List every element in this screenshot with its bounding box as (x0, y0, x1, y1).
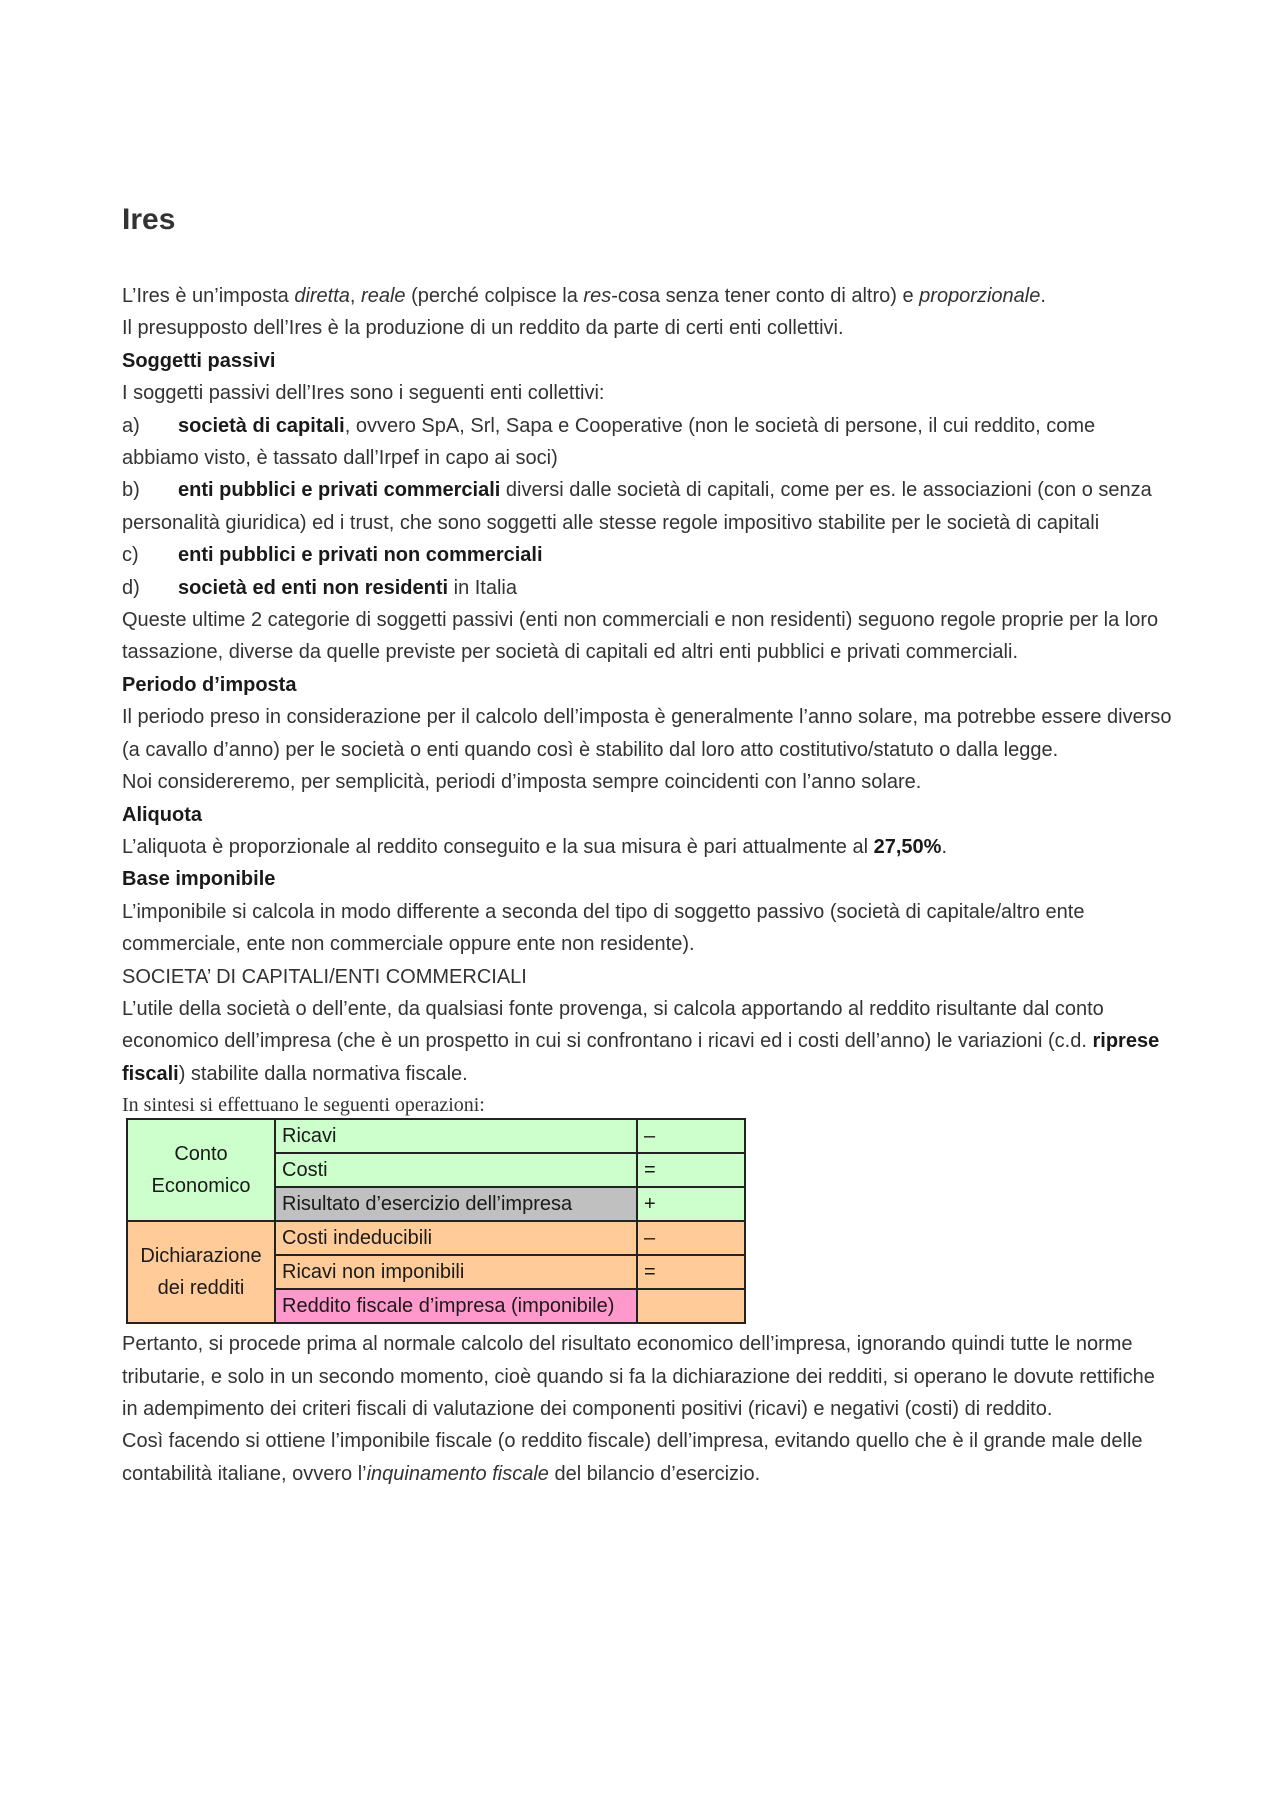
intro-line-2: Il presupposto dell’Ires è la produzione di un reddito da parte di certi enti collettivi. (122, 317, 844, 340)
emphasis: diretta (294, 285, 350, 307)
text: . (1040, 285, 1046, 307)
text: -cosa senza tener conto di altro) e (611, 285, 920, 307)
intro-line-1 (122, 280, 1172, 312)
table-row (127, 1221, 745, 1255)
list-marker: d) (122, 576, 140, 599)
text: ) stabilite dalla normativa fiscale. (178, 1062, 468, 1085)
emphasis: reale (361, 285, 406, 307)
text: . (941, 835, 947, 858)
emphasis: res (583, 285, 612, 307)
list-marker: a) (122, 414, 140, 437)
row-symbol: = (637, 1255, 745, 1289)
row-label: Ricavi non imponibili (275, 1255, 637, 1289)
list-item (122, 410, 1172, 475)
text: L’aliquota è proporzionale al reddito conseguito e la sua misura è pari attualmente al (122, 835, 874, 858)
closing-paragraph-2 (122, 1425, 1172, 1490)
item-term: società di capitali (178, 414, 345, 437)
text: (perché colpisce la (405, 285, 584, 307)
row-symbol: + (637, 1187, 745, 1221)
list-marker: b) (122, 479, 140, 502)
document-body (122, 200, 1172, 1490)
row-symbol: – (637, 1119, 745, 1153)
item-term: enti pubblici e privati non commerciali (178, 544, 543, 567)
closing-paragraph-1: Pertanto, si procede prima al normale calcolo del risultato economico dell’impresa, ignorando quindi tutte le norme tributarie, e solo in un secondo momento, cioè quando si fa la dichiarazione dei redditi, si operano le dovute rettifiche in adempimento dei criteri fiscali di valutazione dei componenti positivi (ricavi) e negativi (costi) di reddito. (122, 1333, 1155, 1420)
group-cell-conto-economico: Conto Economico (127, 1119, 275, 1221)
synthesis-table (126, 1118, 746, 1324)
item-text: , ovvero SpA, Srl, Sapa e Cooperative (non le società di persone, il cui reddito, come abbiamo visto, è tassato dall’Irpef in capo ai soci) (122, 414, 1096, 470)
section-heading-soggetti: Soggetti passivi (122, 349, 276, 372)
aliquota-paragraph (122, 831, 1172, 863)
list-item (122, 474, 1172, 539)
synthesis-caption: In sintesi si effettuano le seguenti operazioni: (122, 1094, 485, 1117)
text: del bilancio d’esercizio. (548, 1462, 761, 1485)
list-item (122, 539, 1172, 571)
item-text: in Italia (448, 576, 517, 599)
periodo-paragraph-1: Il periodo preso in considerazione per il calcolo dell’imposta è generalmente l’anno solare, ma potrebbe essere diverso (a cavallo d’anno) per le società o enti quando così è stabilito dal loro atto costitutivo/statuto o dalla legge. (122, 706, 1172, 761)
page-title: Ires (122, 203, 176, 236)
base-subheading: SOCIETA’ DI CAPITALI/ENTI COMMERCIALI (122, 965, 527, 988)
group-cell-dichiarazione: Dichiarazione dei redditi (127, 1221, 275, 1323)
row-label: Reddito fiscale d’impresa (imponibile) (275, 1289, 637, 1323)
soggetti-after: Queste ultime 2 categorie di soggetti passivi (enti non commerciali e non residenti) seguono regole proprie per la loro tassazione, diverse da quelle previste per società di capitali ed altri enti pubblici e privati commerciali. (122, 609, 1159, 664)
text: Così facendo si ottiene l’imponibile fiscale (o reddito fiscale) dell’impresa, evitando quello che è il grande male delle contabilità italiane, ovvero l’ (122, 1430, 1143, 1485)
section-heading-periodo: Periodo d’imposta (122, 673, 297, 696)
text: L’Ires è un’imposta (122, 285, 295, 307)
row-symbol: = (637, 1153, 745, 1187)
section-heading-base: Base imponibile (122, 868, 276, 891)
row-label: Costi indeducibili (275, 1221, 637, 1255)
item-term: enti pubblici e privati commerciali (178, 479, 501, 502)
rate-value: 27,50% (873, 835, 942, 858)
row-label: Risultato d’esercizio dell’impresa (275, 1187, 637, 1221)
base-paragraph-2 (122, 993, 1172, 1090)
emphasis: riprese fiscali (122, 1030, 1160, 1085)
text: , (349, 285, 362, 307)
periodo-paragraph-2: Noi considereremo, per semplicità, periodi d’imposta sempre coincidenti con l’anno solare. (122, 771, 922, 794)
row-label: Costi (275, 1153, 637, 1187)
item-term: società ed enti non residenti (178, 576, 449, 599)
base-paragraph-1: L’imponibile si calcola in modo differente a seconda del tipo di soggetto passivo (società di capitale/altro ente commerciale, ente non commerciale oppure ente non residente). (122, 900, 1085, 956)
section-heading-aliquota: Aliquota (122, 803, 202, 826)
soggetti-lead: I soggetti passivi dell’Ires sono i seguenti enti collettivi: (122, 382, 605, 405)
item-text: diversi dalle società di capitali, come per es. le associazioni (con o senza personalità giuridica) ed i trust, che sono soggetti alle stesse regole impositivo stabilite per le società di capitali (122, 479, 1152, 534)
row-symbol (637, 1289, 745, 1323)
list-marker: c) (122, 544, 139, 567)
table-row (127, 1119, 745, 1153)
emphasis: proporzionale (919, 285, 1041, 307)
row-symbol: – (637, 1221, 745, 1255)
row-label: Ricavi (275, 1119, 637, 1153)
emphasis: inquinamento fiscale (366, 1462, 549, 1485)
list-item (122, 572, 1172, 604)
text: L’utile della società o dell’ente, da qualsiasi fonte provenga, si calcola apportando al reddito risultante dal conto economico dell’impresa (che è un prospetto in cui si confrontano i ricavi ed i costi dell’anno) le variazioni (c.d. (122, 997, 1104, 1053)
